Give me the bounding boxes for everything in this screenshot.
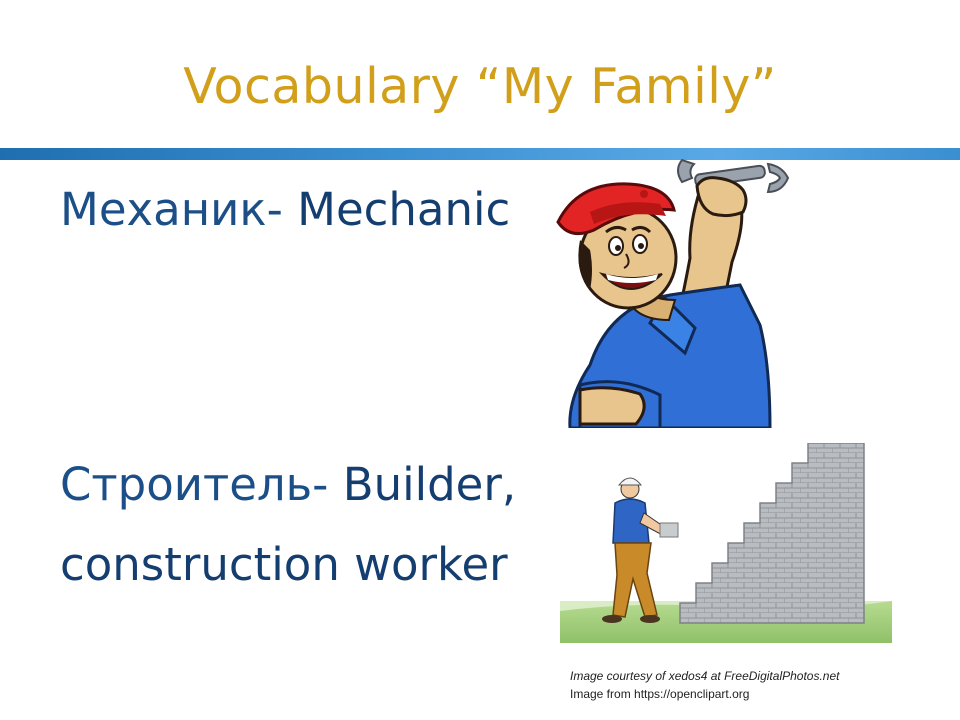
vocab-russian-word: Строитель- bbox=[60, 458, 329, 511]
mechanic-with-wrench-illustration bbox=[550, 150, 800, 428]
slide-title: Vocabulary “My Family” bbox=[183, 58, 777, 115]
vocab-item-construction-worker bbox=[60, 538, 508, 591]
vocab-english-word: construction worker bbox=[60, 538, 508, 591]
vocab-russian-word: Механик- bbox=[60, 183, 283, 236]
builder-stacking-blocks-illustration bbox=[560, 443, 892, 643]
image-credits bbox=[570, 667, 839, 703]
credit-line-1: Image courtesy of xedos4 at FreeDigitalPhotos.net bbox=[570, 669, 840, 683]
vocab-item-builder bbox=[60, 458, 516, 511]
vocab-english-word: Mechanic bbox=[297, 183, 511, 236]
vocab-english-word: Builder, bbox=[342, 458, 517, 511]
credit-line-2: Image from https://openclipart.org bbox=[570, 687, 750, 701]
vocab-item-mechanic bbox=[60, 183, 510, 236]
title-divider-bar bbox=[0, 148, 960, 160]
